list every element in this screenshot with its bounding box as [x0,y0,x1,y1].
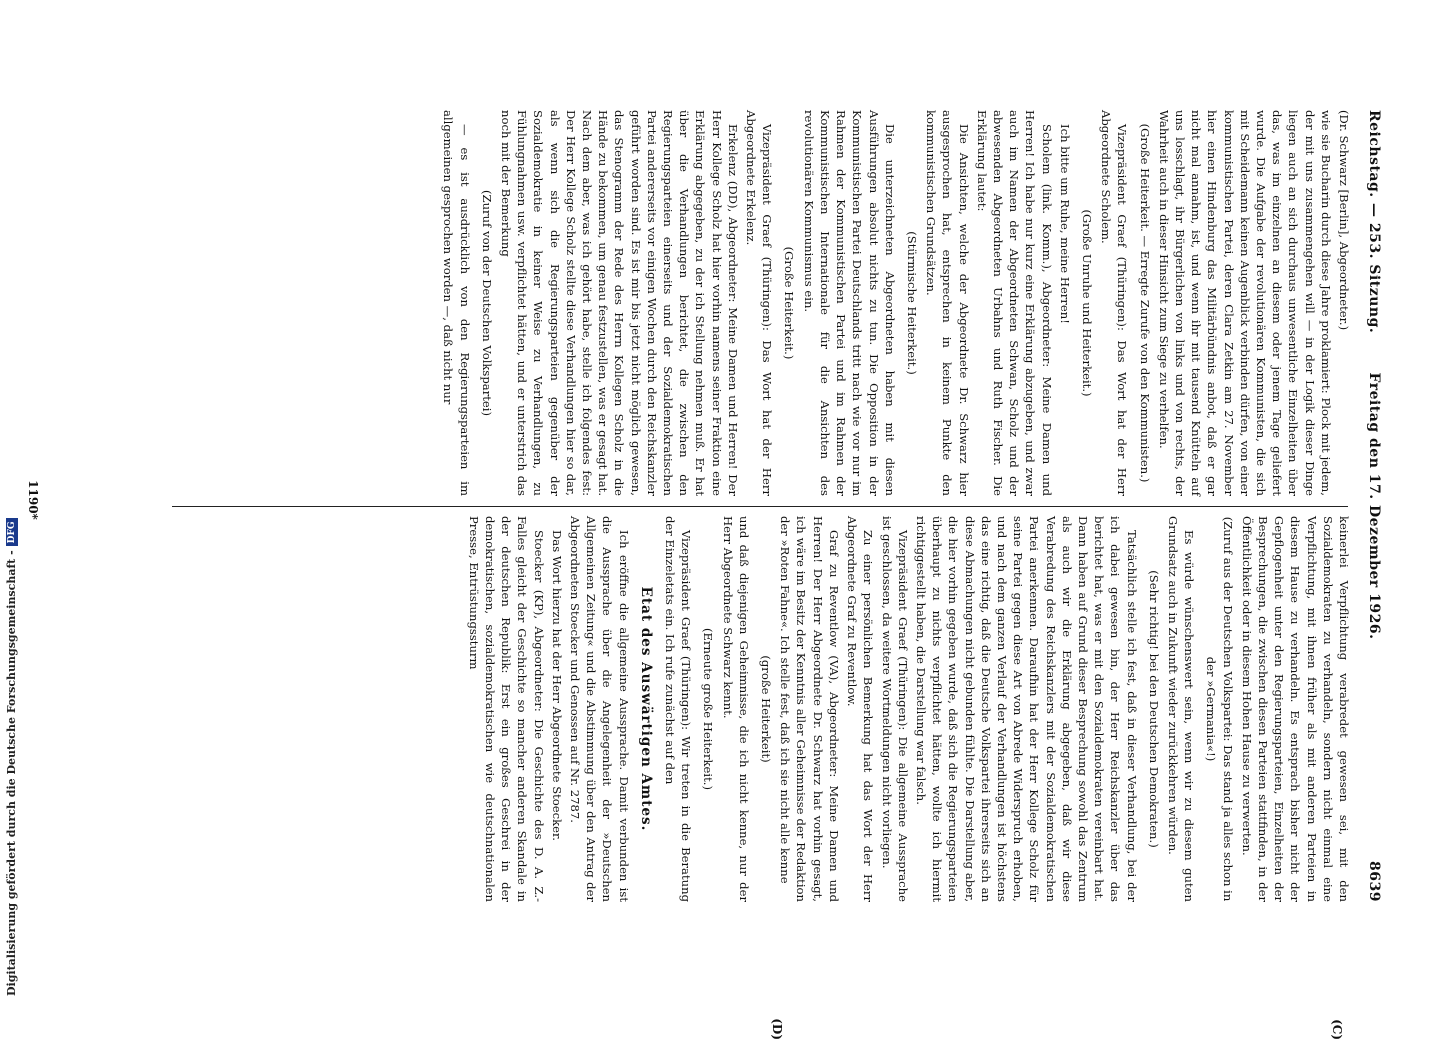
credit-text: Digitalisierung gefördert durch die Deutsche Forschungsgemeinschaft - [5,550,18,996]
speaker-continuation: (Dr. Schwarz [Berlin], Abgeordneter.) [1337,110,1351,331]
interjection: (Große Unruhe und Heiterkeit.) [1079,209,1094,397]
header-page-number: 8639 [1366,861,1382,903]
paragraph: Vizepräsident Graef (Thüringen): Die allgemeine Aussprache ist geschlossen, da weitere Wortmeldungen nicht vorliegen. [879,516,910,902]
interjection: (Zuruf von der Deutschen Volkspartei) [479,189,494,417]
paragraph: Es würde wünschenswert sein, wenn wir zu diesem guten Grundsatz auch in Zukunft wieder zurückkehren würden. [1165,516,1197,902]
column-divider [172,506,1348,507]
interjection: (Zuruf aus der Deutschen Volkspartei: Das stand ja alles schon in der »Germania«!) [1204,516,1235,902]
paragraph: wie sie Bucharin durch diese Jahre proklamiert: Plock mit jedem, der mit uns zusammengehen will — in der Logik dieser Dinge liegen auch an sich durchaus unwesentliche Einzelheiten über das, was im einzelnen an diesem oder jenem Tage geliefert wurde. Die Aufgabe der revolutionären Kommunisten, die sich mit Scheidemann keinen Augenblick verbinden dürfen, von einer kommunistischen Partei, deren Clara Zetkin am 27. November hier einen Hindenburg das Militärbündnis anbot, daß er gar nicht mal annahm, ist, und wenn ihr mit tausend Knütteln auf uns losschlagt, ihr Bürgerlichen von links und von rechts, der Wahrheit auch in dieser Hinsicht zum Siege zu verhelfen. [1156,110,1333,496]
paragraph: — es ist ausdrücklich von den Regierungsparteien im allgemeinen gesprochen worden —, daß nicht nur [441,110,472,496]
paragraph: Erkelenz (DD), Abgeordneter: Meine Damen und Herren! Der Herr Kollege Scholz hat hier vorhin namens seiner Fraktion eine Erklärung abgegeben, zu der ich Stellung nehmen muß. Er hat über die Verhandlungen berichtet, die zwischen den Regierungsparteien einerseits und der Sozialdemokratischen Partei andererseits vor einigen Wochen durch den Reichskanzler geführt worden sind. Es ist mir bis jetzt nicht möglich gewesen, das Stenogramm der Rede des Herrn Kollegen Scholz in die Hände zu bekommen, um genau festzustellen, was er gesagt hat. Nach dem aber, was ich gehört habe, stelle ich folgendes fest: Der Herr Kollege Scholz stellte diese Verhandlungen hier so dar, als wenn sich die Regierungsparteien gegenüber der Sozialdemokratie in keiner Weise zu Verhandlungen, zu Fühlungnahmen usw. verpflichtet hätten, und er unterstrich das noch mit der Bemerkung [499,110,740,496]
paragraph: Die unterzeichneten Abgeordneten haben mit diesen Ausführungen absolut nichts zu tun. Die Opposition in der Kommunistischen Partei Deutschlands tritt nach wie vor nur im Rahmen der Kommunistischen Partei und im Rahmen der Kommunistischen Internationale für die Ansichten des revolutionären Kommunismus ein. [801,110,897,496]
section-heading: Etat des Auswärtigen Amtes. [637,586,654,832]
right-column [172,516,1352,902]
paragraph: Zu einer persönlichen Bemerkung hat das Wort der Herr Abgeordnete Graf zu Reventlow. [845,516,876,902]
header-date: Freitag den 17. Dezember 1926. [1366,372,1382,640]
paragraph: Vizepräsident Graef (Thüringen): Wir treten in die Beratung der Einzeletats ein. Ich rufe zunächst auf den [663,516,694,902]
paragraph: Das Wort hierzu hat der Herr Abgeordnete Stoecker. [549,530,564,841]
paragraph: Vizepräsident Graef (Thüringen): Das Wort hat der Herr Abgeordnete Scholem. [1099,110,1130,496]
page-header [1360,110,1382,902]
interjection: (Sehr richtig! bei den Deutschen Demokraten.) [1146,570,1161,848]
header-session: Reichstag. — 253. Sitzung. [1366,110,1382,334]
footer-sheet-number: 1190* [26,480,40,520]
paragraph: Ich bitte um Ruhe, meine Herren! [1057,124,1072,324]
paragraph: Graf zu Reventlow (VA), Abgeordneter: Meine Damen und Herren! Der Herr Abgeordnete Dr. Schwarz hat vorhin gesagt, ich wäre im Besitz der Kenntnis aller Geheimnisse der Redaktion der »Roten Fahne«. Ich stelle fest, daß ich sie nicht alle kenne [778,516,841,902]
paragraph: Stoecker (KP), Abgeordneter: Die Geschichte des D. A. Z.-Falles gleicht der Geschichte so mancher anderen Skandale in der deutschen Republik: Erst ein großes Geschrei in der demokratischen, sozialdemokratischen wie deutschnationalen Presse, Entrüstungssturm [466,516,546,902]
paragraph: Die Ansichten, welche der Abgeordnete Dr. Schwarz hier ausgesprochen hat, entsprechen in keinem Punkte den kommunistischen Grundsätzen. [924,110,971,496]
margin-marker-c: (C) [1330,1019,1344,1040]
dfg-logo: DFG [6,518,18,546]
margin-marker-d: (D) [770,1018,784,1040]
text-columns [172,110,1352,902]
paragraph: und daß diejenigen Geheimnisse, die ich nicht kenne, nur der Herr Abgeordnete Schwarz kennt. [720,516,751,902]
paragraph: Vizepräsident Graef (Thüringen): Das Wort hat der Herr Abgeordnete Erkelenz. [744,110,775,496]
digitization-credit [0,0,24,1000]
interjection: (Große Heiterkeit. — Erregte Zurufe von den Kommunisten.) [1137,123,1152,483]
paragraph: Ich eröffne die allgemeine Aussprache. Damit verbunden ist die Aussprache über die Angelegenheit der »Deutschen Allgemeinen Zeitung« und die Abstimmung über den Antrag der Abgeordneten Stoecker und Genossen auf Nr. 2787. [568,516,631,902]
interjection: (Große Heiterkeit.) [782,246,797,360]
paragraph: keinerlei Verpflichtung verabredet gewesen sei, mit den Sozialdemokraten zu verhandeln, sondern nicht einmal eine Verpflichtung, mit ihnen früher als mit anderen Parteien in diesem Hause zu verhandeln. Es entsprach bisher nicht der Gepflogenheit unter den Regierungsparteien, Einzelheiten der Besprechungen, die zwischen diesen Parteien stattfinden, in der Öffentlichkeit oder in diesem Hohen Hause zu verwerten. [1239,516,1351,902]
left-column [172,110,1352,496]
interjection: (große Heiterkeit) [759,655,774,763]
interjection: (Stürmische Heiterkeit.) [904,231,919,375]
paragraph: Tatsächlich stelle ich fest, daß in dieser Verhandlung, bei der ich dabei gewesen bin, der Herr Reichskanzler über das berichtet hat, was er mit den Sozialdemokraten vereinbart hat. Dann haben auf Grund dieser Besprechung sowohl das Zentrum als auch wir die Erklärung abgegeben, daß wir diese Verabredung des Reichskanzlers mit der Sozialdemokratischen Partei anerkennen. Daraufhin hat der Herr Kollege Scholz für seine Partei gegen diese Art von Abrede Widerspruch erhoben, und nach dem ganzen Verlauf der Verhandlungen ist höchstens das eine richtig, daß die Deutsche Volkspartei ihrerseits sich an diese Abmachungen nicht gebunden fühlte. Die Darstellung aber, die hier vorhin gegeben wurde, daß sich die Regierungsparteien überhaupt zu nichts verpflichtet hätten, wollte ich hiermit richtiggestellt haben, die Darstellung war falsch. [913,516,1139,902]
paragraph: Scholem (link. Komm.), Abgeordneter: Meine Damen und Herren! Ich habe nur kurz eine Erklärung abzugeben, und zwar auch im Namen der Abgeordneten Schwan, Scholz und der abwesenden Abgeordneten Urbahns und Ruth Fischer. Die Erklärung lautet: [974,110,1054,496]
interjection: (Erneute große Heiterkeit.) [701,628,716,790]
